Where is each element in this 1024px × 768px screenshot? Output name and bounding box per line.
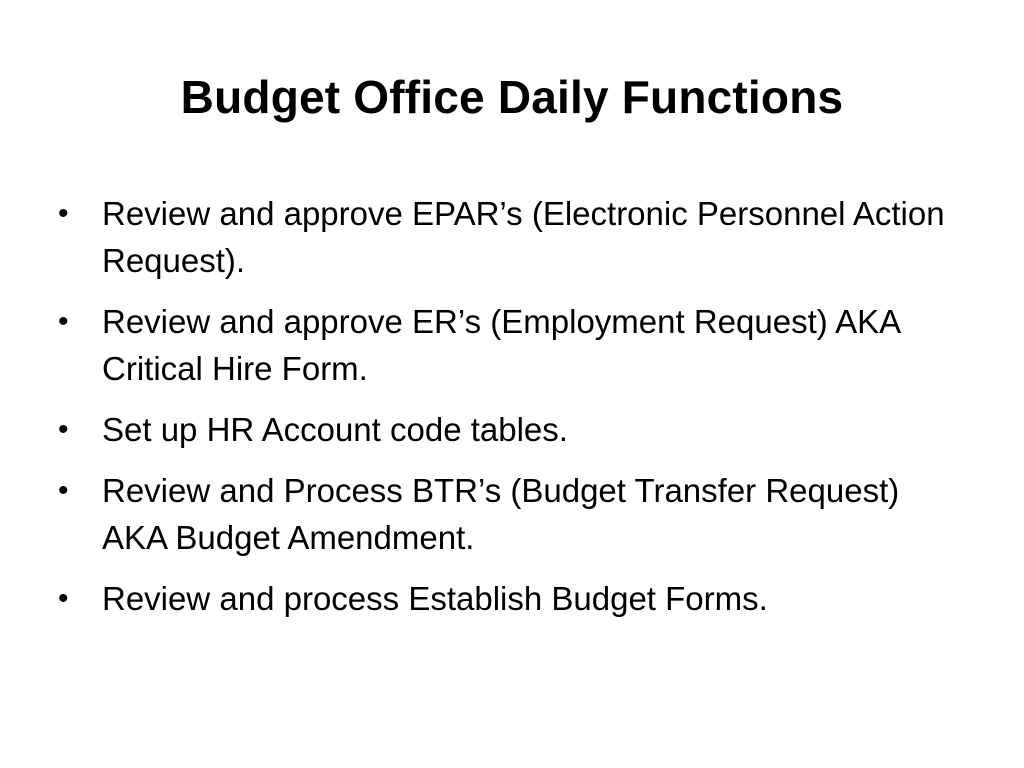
bullet-text: Review and process Establish Budget Forms. bbox=[102, 580, 768, 617]
bullet-icon: • bbox=[58, 413, 69, 446]
bullet-item bbox=[58, 298, 958, 392]
bullet-item bbox=[58, 406, 958, 453]
bullet-item bbox=[58, 190, 958, 284]
bullet-item bbox=[58, 575, 958, 622]
bullet-list bbox=[58, 190, 958, 636]
slide-title: Budget Office Daily Functions bbox=[180, 71, 844, 123]
bullet-text: Review and Process BTR’s (Budget Transfer Request) AKA Budget Amendment. bbox=[102, 472, 900, 556]
bullet-item bbox=[58, 467, 958, 561]
bullet-text: Review and approve ER’s (Employment Request) AKA Critical Hire Form. bbox=[102, 303, 900, 387]
bullet-icon: • bbox=[58, 474, 69, 507]
bullet-text: Set up HR Account code tables. bbox=[102, 411, 568, 448]
bullet-text: Review and approve EPAR’s (Electronic Personnel Action Request). bbox=[102, 195, 945, 279]
bullet-icon: • bbox=[58, 305, 69, 338]
bullet-icon: • bbox=[58, 197, 69, 230]
bullet-icon: • bbox=[58, 582, 69, 615]
